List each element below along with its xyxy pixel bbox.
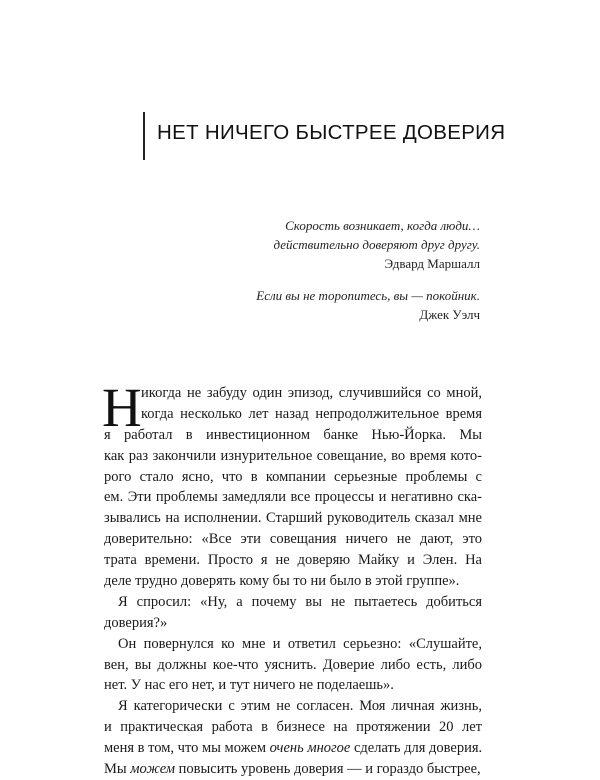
epigraph-quote-line: Если вы не торопитесь, вы — покойник. <box>256 288 480 303</box>
epigraph-2 <box>256 286 480 324</box>
text-line: Я категорически с этим не согласен. Моя личная жизнь, <box>118 698 482 715</box>
epigraph-1 <box>256 216 480 273</box>
text-line: Он повернулся ко мне и ответил серьезно: «Слушайте, <box>118 635 482 652</box>
epigraph-quote-line: действительно доверяют друг другу. <box>273 237 480 252</box>
body-text <box>102 377 483 780</box>
text-line: рого стало ясно, что в компании серьезные проблемы с <box>104 468 482 485</box>
text-line: деле трудно доверять кому бы то ни было в этой группе». <box>104 573 460 590</box>
chapter-title: НЕТ НИЧЕГО БЫСТРЕЕ ДОВЕРИЯ <box>157 121 506 144</box>
text-span: Мы <box>104 761 131 778</box>
text-line: икогда не забуду один эпизод, случившийся со мной, <box>141 385 482 401</box>
text-line: доверия?» <box>104 614 168 631</box>
drop-cap: Н <box>102 377 142 438</box>
epigraph-quote-line: Скорость возникает, когда люди… <box>285 218 480 233</box>
text-line: Я спросил: «Ну, а почему вы не пытаетесь добиться <box>118 593 482 610</box>
emphasis: можем <box>130 761 176 778</box>
emphasis: очень многое <box>269 740 351 757</box>
text-line: ем. Эти проблемы замедляли все процессы и негативно ска- <box>104 489 482 506</box>
text-line: зывались на исполнении. Старший руководитель сказал мне <box>104 510 482 527</box>
epigraph-author: Эдвард Маршалл <box>384 256 480 271</box>
epigraph-author: Джек Уэлч <box>419 307 480 322</box>
epigraphs <box>256 216 480 324</box>
text-line <box>104 759 482 780</box>
text-span: меня в том, что мы можем <box>104 740 270 757</box>
text-line: я работал в инвестиционном банке Нью-Йорка. Мы <box>104 426 482 443</box>
text-line: как раз закончили изнурительное совещание, во время кото- <box>104 447 482 464</box>
chapter-title-bar <box>143 112 145 160</box>
text-line: нет. У нас его нет, и тут ничего не поделаешь». <box>104 677 394 694</box>
text-span: повысить уровень доверия — и гораздо быстрее, <box>175 761 481 778</box>
text-line <box>104 738 482 759</box>
text-line: и практическая работа в бизнесе на протяжении 20 лет <box>104 719 482 736</box>
text-line: вен, вы должны кое-что уяснить. Доверие либо есть, либо <box>104 656 482 673</box>
text-line: когда несколько лет назад непродолжительное время <box>141 405 482 422</box>
text-span: сделать для доверия. <box>350 740 483 757</box>
text-line: трата времени. Просто я не доверяю Майку и Элен. На <box>104 552 482 569</box>
text-line: доверительно: «Все эти совещания ничего не дают, это <box>104 531 482 548</box>
